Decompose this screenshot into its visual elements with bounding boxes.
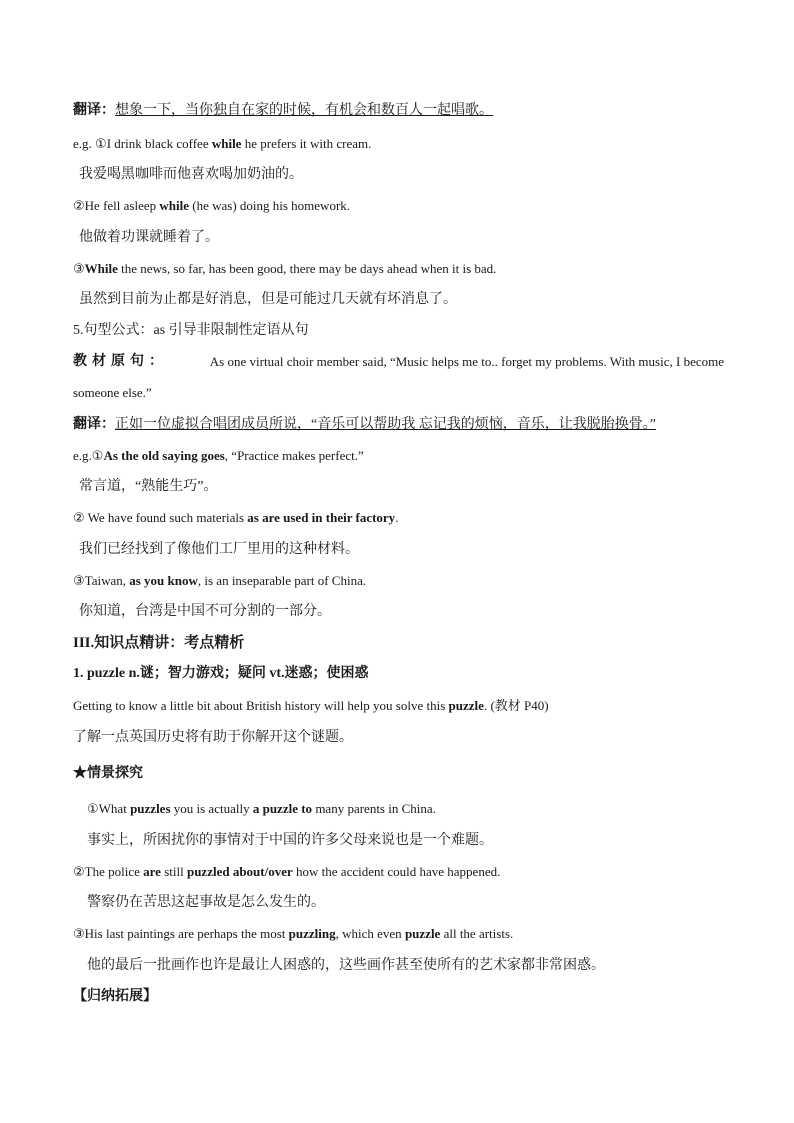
subsection-heading: ★情景探究 — [73, 766, 143, 781]
section-heading: 5.句型公式：as 引导非限制性定语从句 — [73, 323, 309, 338]
sentence-text: His last paintings are perhaps the most — [84, 926, 289, 941]
sentence-text: . (教材 P40) — [483, 698, 549, 713]
sentence-text: , “Practice makes perfect.” — [224, 448, 364, 463]
example-sentence — [73, 925, 753, 944]
sentence-text: The police — [84, 864, 144, 879]
vocab-heading: 1. puzzle n.谜；智力游戏；疑问 vt.迷惑；使困惑 — [73, 666, 369, 681]
sentence-text: many parents in China. — [312, 801, 436, 816]
translation-text: 想象一下，当你独自在家的时候，有机会和数百人一起唱歌。 — [115, 103, 493, 118]
keyword: As the old saying goes — [103, 448, 225, 463]
keyword: puzzled about/over — [186, 864, 293, 879]
sentence-text: Getting to know a little bit about British history will help you solve this — [73, 698, 449, 713]
example-translation: 虽然到目前为止都是好消息，但是可能过几天就有坏消息了。 — [79, 292, 457, 307]
keyword: puzzling — [288, 926, 336, 941]
example-translation: 事实上，所困扰你的事情对于中国的许多父母来说也是一个难题。 — [87, 833, 493, 848]
textbook-original-line — [73, 353, 753, 371]
translation-label: 翻译： — [73, 417, 115, 432]
example-sentence — [73, 260, 753, 279]
example-sentence — [73, 135, 753, 154]
example-translation: 我们已经找到了像他们工厂里用的这种材料。 — [79, 542, 359, 557]
sentence-text: He fell asleep — [84, 198, 160, 213]
sentence-text: What — [98, 801, 131, 816]
number-marker: ③ — [73, 927, 85, 942]
keyword: as you know — [129, 573, 198, 588]
example-translation: 我爱喝黑咖啡而他喜欢喝加奶油的。 — [79, 167, 303, 182]
sentence-text: , which even — [335, 926, 405, 941]
example-sentence — [73, 572, 753, 591]
translation-label: 翻译： — [73, 103, 115, 118]
keyword: as are used in their factory — [247, 510, 396, 525]
example-sentence — [73, 447, 753, 466]
eg-label: e.g. — [73, 448, 92, 463]
summary-heading: 【归纳拓展】 — [73, 989, 157, 1004]
example-sentence — [73, 509, 753, 528]
sentence-text: . — [395, 510, 399, 525]
sentence-text: (he was) doing his homework. — [189, 198, 351, 213]
sentence-text: how the accident could have happened. — [292, 864, 501, 879]
number-marker: ① — [91, 449, 104, 464]
example-translation: 他的最后一批画作也许是最让人困惑的，这些画作甚至使所有的艺术家都非常困惑。 — [87, 958, 605, 973]
number-marker: ② — [73, 511, 85, 526]
sentence-text: you is actually — [170, 801, 253, 816]
translation-text: 正如一位虚拟合唱团成员所说，“音乐可以帮助我 忘记我的烦恼，音乐，让我脱胎换骨。” — [115, 417, 656, 432]
textbook-label: 教材原句： — [73, 354, 168, 369]
sentence-text: I drink black coffee — [106, 136, 212, 151]
example-translation: 他做着功课就睡着了。 — [79, 230, 219, 245]
example-sentence — [73, 863, 753, 882]
eg-label: e.g. — [73, 136, 96, 151]
number-marker: ② — [73, 865, 85, 880]
sentence-translation: 了解一点英国历史将有助于你解开这个谜题。 — [73, 730, 353, 745]
sentence-text: We have found such materials — [84, 510, 248, 525]
section-title: III.知识点精讲：考点精析 — [73, 635, 245, 651]
number-marker: ③ — [73, 574, 85, 589]
keyword: a puzzle to — [252, 801, 313, 816]
translation-line — [73, 102, 753, 120]
example-sentence — [87, 800, 767, 819]
translation-line — [73, 416, 753, 434]
keyword: while — [159, 198, 189, 213]
keyword: While — [84, 261, 118, 276]
number-marker: ① — [95, 137, 107, 152]
textbook-sentence-cont: someone else.” — [73, 385, 152, 400]
keyword: are — [143, 864, 161, 879]
keyword: puzzle — [404, 926, 441, 941]
example-translation: 你知道，台湾是中国不可分割的一部分。 — [79, 604, 331, 619]
number-marker: ③ — [73, 262, 85, 277]
sentence-text: the news, so far, has been good, there may be days ahead when it is bad. — [117, 261, 497, 276]
example-translation: 常言道，“熟能生巧”。 — [79, 479, 218, 494]
number-marker: ② — [73, 199, 85, 214]
example-sentence — [73, 197, 753, 216]
sentence-text: all the artists. — [440, 926, 514, 941]
example-translation: 警察仍在苦思这起事故是怎么发生的。 — [87, 895, 325, 910]
sentence-text: , is an inseparable part of China. — [197, 573, 367, 588]
sentence-text: he prefers it with cream. — [241, 136, 372, 151]
keyword: puzzle — [448, 698, 484, 713]
number-marker: ① — [87, 802, 99, 817]
sentence-text: still — [160, 864, 187, 879]
keyword: puzzles — [130, 801, 171, 816]
textbook-sentence: As one virtual choir member said, “Music helps me to.. forget my problems. With music, I become — [209, 354, 724, 369]
textbook-sentence — [73, 697, 753, 715]
sentence-text: Taiwan, — [84, 573, 130, 588]
keyword: while — [211, 136, 242, 151]
